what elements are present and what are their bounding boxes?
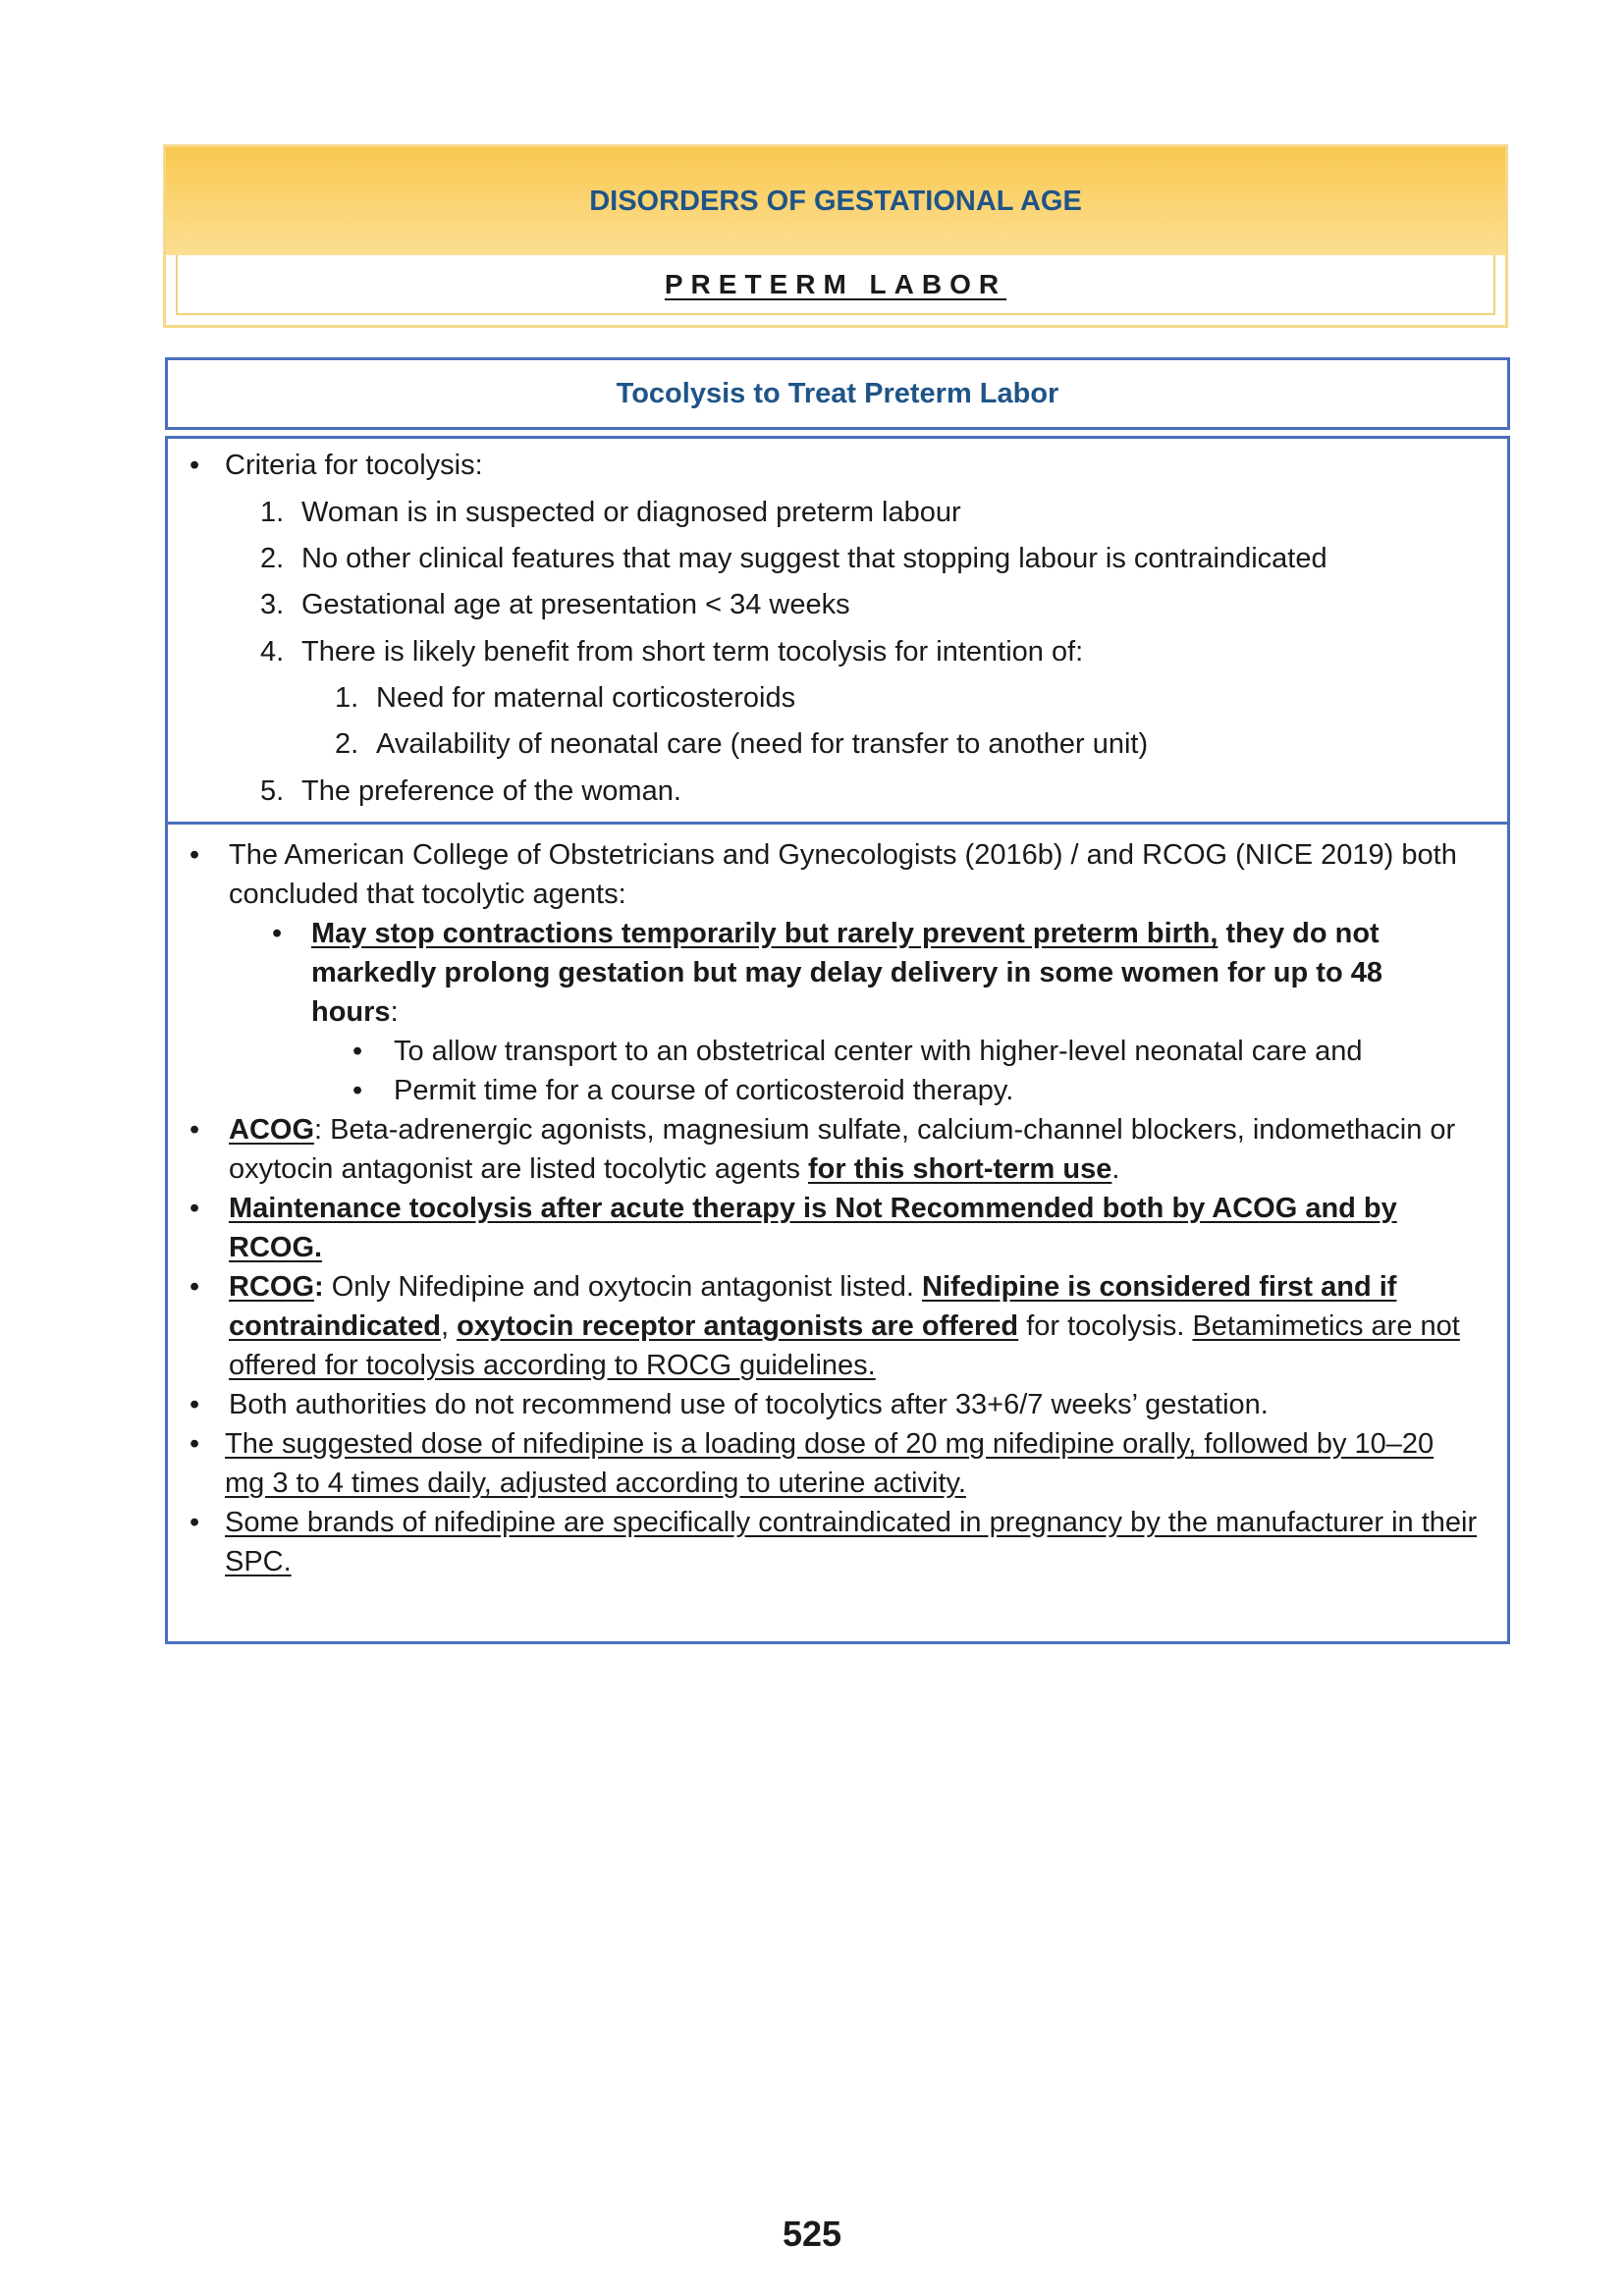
bullet: • bbox=[189, 1428, 200, 1460]
bullet: • bbox=[189, 1114, 200, 1146]
note-text: : Beta-adrenergic agonists, magnesium sulfate, calcium-channel blockers, indomethacin or oxytocin antagonist are listed tocolytic agents bbox=[229, 1114, 1456, 1185]
note-nifedipine-brands: Some brands of nifedipine are specifically contraindicated in pregnancy by the manufacturer in their SPC. bbox=[225, 1507, 1478, 1577]
chapter-title: DISORDERS OF GESTATIONAL AGE bbox=[589, 185, 1082, 217]
sublist-number: 2. bbox=[335, 728, 359, 760]
list-number: 2. bbox=[260, 543, 285, 574]
note-text: : bbox=[314, 1271, 324, 1303]
section-title: Tocolysis to Treat Preterm Labor bbox=[616, 377, 1059, 409]
criteria-item: Woman is in suspected or diagnosed preterm labour bbox=[301, 497, 961, 528]
criteria-item: Gestational age at presentation < 34 weeks bbox=[301, 589, 850, 620]
list-number: 1. bbox=[260, 497, 285, 528]
note-text: , bbox=[440, 1310, 458, 1342]
note-text: : bbox=[390, 996, 399, 1028]
criteria-subitem: Availability of neonatal care (need for transfer to another unit) bbox=[376, 728, 1149, 760]
note-text: for tocolysis. bbox=[1018, 1310, 1193, 1342]
sublist-number: 1. bbox=[335, 682, 359, 714]
note-text: Only Nifedipine and oxytocin antagonist listed. bbox=[323, 1271, 923, 1303]
bullet: • bbox=[352, 1075, 363, 1106]
bullet: • bbox=[189, 1389, 200, 1420]
emphasis-text: oxytocin receptor antagonists are offered bbox=[457, 1310, 1019, 1342]
note-acog-rcog: The American College of Obstetricians and Gynecologists (2016b) / and RCOG (NICE 2019) both concluded that tocolytic agents: bbox=[229, 839, 1457, 910]
note-subpoint: Permit time for a course of corticosteroid therapy. bbox=[394, 1075, 1014, 1106]
list-number: 4. bbox=[260, 636, 285, 667]
chapter-subtitle: PRETERM LABOR bbox=[664, 268, 1007, 299]
note-text: they do not markedly prolong gestation but may delay delivery in some women for up to 48 hours bbox=[311, 918, 1382, 1028]
header-band bbox=[166, 147, 1505, 255]
list-number: 5. bbox=[260, 775, 285, 807]
bullet: • bbox=[189, 450, 200, 481]
note-tocolytic-effect bbox=[311, 914, 1431, 1032]
notes-box bbox=[165, 822, 1510, 1644]
criteria-item: The preference of the woman. bbox=[301, 775, 681, 807]
bullet: • bbox=[272, 918, 283, 949]
emphasis-text: for this short-term use bbox=[808, 1153, 1112, 1185]
bullet: • bbox=[189, 839, 200, 871]
bullet: • bbox=[352, 1036, 363, 1067]
bullet: • bbox=[189, 1507, 200, 1538]
note-subpoint: To allow transport to an obstetrical center with higher-level neonatal care and bbox=[394, 1036, 1363, 1067]
note-nifedipine-dose: The suggested dose of nifedipine is a loading dose of 20 mg nifedipine orally, followed by 10–20 mg 3 to 4 times daily, adjusted according to uterine activity. bbox=[225, 1428, 1435, 1499]
emphasis-text: Betamimetics are not offered for tocolysis according to ROCG guidelines. bbox=[229, 1310, 1460, 1381]
criteria-subitem: Need for maternal corticosteroids bbox=[376, 682, 796, 714]
bullet: • bbox=[189, 1271, 200, 1303]
header-box bbox=[163, 144, 1508, 328]
note-gestation-limit: Both authorities do not recommend use of tocolytics after 33+6/7 weeks’ gestation. bbox=[229, 1389, 1269, 1420]
rcog-label: RCOG bbox=[229, 1271, 314, 1303]
note-maintenance: Maintenance tocolysis after acute therapy is Not Recommended both by ACOG and by RCOG. bbox=[229, 1193, 1397, 1263]
note-text: . bbox=[1111, 1153, 1120, 1185]
acog-label: ACOG bbox=[229, 1114, 314, 1146]
emphasis-text: Nifedipine is considered first and if contraindicated bbox=[229, 1271, 1397, 1342]
criteria-intro: Criteria for tocolysis: bbox=[225, 450, 483, 481]
criteria-box bbox=[165, 436, 1510, 825]
list-number: 3. bbox=[260, 589, 285, 620]
note-rcog bbox=[229, 1267, 1466, 1385]
note-acog bbox=[229, 1110, 1486, 1189]
criteria-item: No other clinical features that may suggest that stopping labour is contraindicated bbox=[301, 543, 1327, 574]
emphasis-text: May stop contractions temporarily but rarely prevent preterm birth, bbox=[311, 918, 1218, 949]
bullet: • bbox=[189, 1193, 200, 1224]
header-subtitle-box bbox=[176, 255, 1495, 315]
page-number: 525 bbox=[782, 2214, 842, 2254]
criteria-item: There is likely benefit from short term tocolysis for intention of: bbox=[301, 636, 1084, 667]
section-title-box bbox=[165, 357, 1510, 430]
